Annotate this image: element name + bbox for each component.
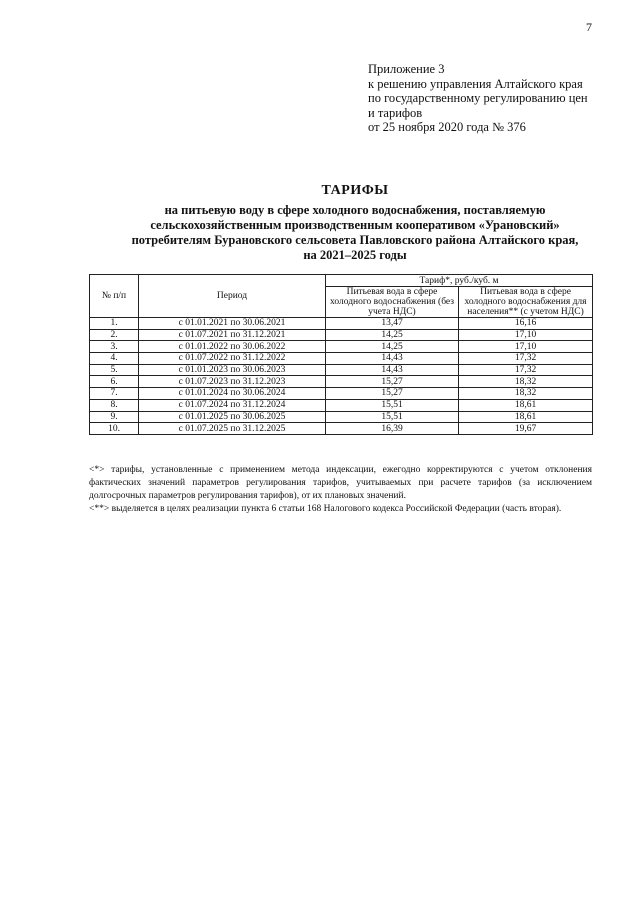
cell-tariff-population: 17,32 bbox=[459, 353, 593, 365]
cell-number: 10. bbox=[90, 423, 139, 435]
cell-period: с 01.07.2024 по 31.12.2024 bbox=[139, 399, 326, 411]
cell-number: 7. bbox=[90, 388, 139, 400]
cell-period: с 01.01.2024 по 30.06.2024 bbox=[139, 388, 326, 400]
table-row bbox=[90, 388, 593, 400]
appendix-header bbox=[368, 62, 588, 135]
cell-tariff-population: 18,32 bbox=[459, 388, 593, 400]
cell-tariff-without-vat: 15,27 bbox=[326, 376, 459, 388]
header-tariff-group: Тариф*, руб./куб. м bbox=[326, 275, 593, 287]
cell-tariff-without-vat: 13,47 bbox=[326, 318, 459, 330]
cell-tariff-without-vat: 14,43 bbox=[326, 364, 459, 376]
cell-period: с 01.01.2021 по 30.06.2021 bbox=[139, 318, 326, 330]
cell-tariff-without-vat: 16,39 bbox=[326, 423, 459, 435]
header-number: № п/п bbox=[90, 275, 139, 318]
table-row bbox=[90, 329, 593, 341]
appendix-line: от 25 ноября 2020 года № 376 bbox=[368, 120, 526, 134]
cell-period: с 01.07.2022 по 31.12.2022 bbox=[139, 353, 326, 365]
footnotes bbox=[89, 464, 592, 516]
cell-period: с 01.01.2025 по 30.06.2025 bbox=[139, 411, 326, 423]
cell-number: 9. bbox=[90, 411, 139, 423]
table-row bbox=[90, 376, 593, 388]
cell-number: 5. bbox=[90, 364, 139, 376]
cell-tariff-without-vat: 15,27 bbox=[326, 388, 459, 400]
document-title: ТАРИФЫ bbox=[321, 183, 389, 198]
cell-tariff-without-vat: 15,51 bbox=[326, 399, 459, 411]
cell-tariff-without-vat: 15,51 bbox=[326, 411, 459, 423]
cell-tariff-population: 18,32 bbox=[459, 376, 593, 388]
footnote: <*> тарифы, установленные с применением метода индексации, ежегодно корректируются с учетом отклонения фактических значений параметров регулирования тарифов, учитываемых при расчете тарифов (за исключением долгосрочных параметров регулирования тарифов), от их плановых значений. bbox=[89, 465, 592, 501]
table-row bbox=[90, 399, 593, 411]
subtitle-line: на 2021–2025 годы bbox=[303, 248, 407, 262]
cell-period: с 01.07.2021 по 31.12.2021 bbox=[139, 329, 326, 341]
document-title-block bbox=[60, 183, 639, 263]
table-row bbox=[90, 318, 593, 330]
cell-number: 1. bbox=[90, 318, 139, 330]
subtitle-line: сельскохозяйственным производственным кооперативом «Урановский» bbox=[150, 218, 560, 232]
cell-number: 8. bbox=[90, 399, 139, 411]
cell-tariff-without-vat: 14,25 bbox=[326, 341, 459, 353]
cell-number: 2. bbox=[90, 329, 139, 341]
cell-period: с 01.07.2025 по 31.12.2025 bbox=[139, 423, 326, 435]
cell-period: с 01.07.2023 по 31.12.2023 bbox=[139, 376, 326, 388]
table-row bbox=[90, 341, 593, 353]
cell-tariff-population: 16,16 bbox=[459, 318, 593, 330]
cell-number: 4. bbox=[90, 353, 139, 365]
cell-tariff-population: 18,61 bbox=[459, 399, 593, 411]
cell-tariff-population: 17,32 bbox=[459, 364, 593, 376]
table-row bbox=[90, 353, 593, 365]
tariff-table bbox=[89, 274, 593, 435]
footnote: <**> выделяется в целях реализации пункта 6 статьи 168 Налогового кодекса Российской Федерации (часть вторая). bbox=[89, 504, 562, 514]
appendix-line: Приложение 3 bbox=[368, 62, 445, 76]
table-row bbox=[90, 423, 593, 435]
header-period: Период bbox=[139, 275, 326, 318]
subtitle-line: потребителям Бурановского сельсовета Павловского района Алтайского края, bbox=[131, 233, 579, 247]
appendix-line: к решению управления Алтайского края bbox=[368, 76, 583, 91]
cell-tariff-without-vat: 14,43 bbox=[326, 353, 459, 365]
tariff-table-body bbox=[90, 318, 593, 435]
cell-period: с 01.01.2023 по 30.06.2023 bbox=[139, 364, 326, 376]
header-population: Питьевая вода в сфере холодного водоснабжения для населения** (с учетом НДС) bbox=[459, 287, 593, 318]
cell-tariff-population: 19,67 bbox=[459, 423, 593, 435]
appendix-line: по государственному регулированию цен bbox=[368, 91, 588, 105]
page-number: 7 bbox=[586, 20, 592, 34]
cell-tariff-without-vat: 14,25 bbox=[326, 329, 459, 341]
cell-tariff-population: 17,10 bbox=[459, 329, 593, 341]
subtitle-line: на питьевую воду в сфере холодного водоснабжения, поставляемую bbox=[164, 203, 546, 217]
cell-tariff-population: 17,10 bbox=[459, 341, 593, 353]
appendix-line: и тарифов bbox=[368, 105, 423, 120]
table-row bbox=[90, 364, 593, 376]
cell-period: с 01.01.2022 по 30.06.2022 bbox=[139, 341, 326, 353]
cell-tariff-population: 18,61 bbox=[459, 411, 593, 423]
table-row bbox=[90, 411, 593, 423]
document-subtitle bbox=[60, 203, 639, 263]
cell-number: 3. bbox=[90, 341, 139, 353]
cell-number: 6. bbox=[90, 376, 139, 388]
header-without-vat: Питьевая вода в сфере холодного водоснабжения (без учета НДС) bbox=[326, 287, 459, 318]
